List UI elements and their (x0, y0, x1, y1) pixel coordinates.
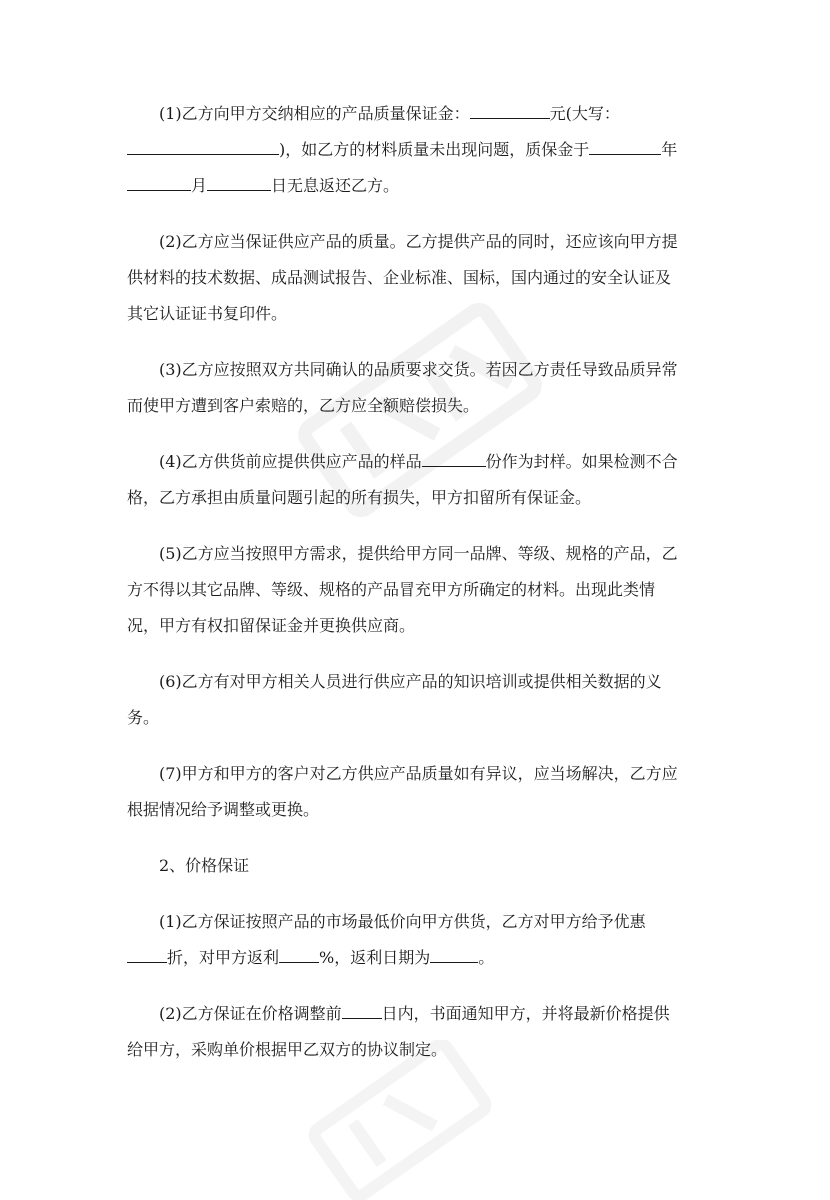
text-line (127, 1032, 703, 1068)
text-segment: (3)乙方应按照双方共同确认的品质要求交货。若因乙方责任导致品质异常 (159, 360, 678, 379)
text-line (127, 792, 703, 828)
text-line (127, 756, 703, 792)
clause-paragraph (127, 352, 703, 424)
text-segment: (5)乙方应当按照甲方需求，提供给甲方同一品牌、等级、规格的产品，乙 (159, 544, 678, 563)
text-segment: 务。 (127, 708, 160, 727)
clause-paragraph (127, 224, 703, 332)
text-segment: 份作为封样。如果检测不合 (485, 452, 678, 471)
text-line (127, 572, 703, 608)
text-line (127, 700, 703, 736)
text-segment: 其它认证证书复印件。 (127, 304, 288, 323)
price-clause-paragraph (127, 996, 703, 1068)
text-segment: 格，乙方承担由质量问题引起的所有损失，甲方扣留所有保证金。 (127, 488, 592, 507)
text-line (127, 444, 703, 480)
text-line (127, 296, 703, 332)
text-segment: )，如乙方的材料质量未出现问题，质保金于 (279, 140, 590, 159)
text-segment: (2)乙方应当保证供应产品的质量。乙方提供产品的同时，还应该向甲方提 (159, 232, 678, 251)
text-segment: 日无息返还乙方。 (271, 176, 400, 195)
text-line (127, 352, 703, 388)
clause-paragraph (127, 444, 703, 516)
text-segment: (2)乙方保证在价格调整前 (159, 1004, 342, 1023)
fill-in-blank (342, 1002, 382, 1019)
fill-in-blank (470, 102, 550, 119)
text-segment: 而使甲方遭到客户索赔的，乙方应全额赔偿损失。 (127, 396, 480, 415)
text-line (127, 664, 703, 700)
text-segment: 日内，书面通知甲方，并将最新价格提供 (381, 1004, 670, 1023)
document-body (127, 96, 703, 1088)
section-heading: 2、价格保证 (159, 856, 250, 875)
text-segment: 根据情况给予调整或更换。 (127, 800, 320, 819)
fill-in-blank (127, 946, 167, 963)
text-line (127, 224, 703, 260)
text-segment: (4)乙方供货前应提供供应产品的样品 (159, 452, 422, 471)
fill-in-blank (127, 138, 279, 155)
text-line (127, 996, 703, 1032)
clause-paragraph (127, 96, 703, 204)
text-line (127, 260, 703, 296)
text-segment: 。 (478, 948, 495, 967)
text-line (127, 388, 703, 424)
fill-in-blank (422, 450, 486, 467)
fill-in-blank (430, 946, 478, 963)
text-segment: 况，甲方有权扣留保证金并更换供应商。 (127, 616, 416, 635)
text-segment: 给甲方，采购单价根据甲乙双方的协议制定。 (127, 1040, 448, 1059)
clause-paragraph (127, 536, 703, 644)
text-line (127, 132, 703, 168)
clause-paragraph (127, 664, 703, 736)
fill-in-blank (207, 174, 271, 191)
text-line (127, 96, 703, 132)
text-segment: 月 (191, 176, 208, 195)
fill-in-blank (127, 174, 191, 191)
fill-in-blank (589, 138, 661, 155)
text-segment: 年 (661, 140, 678, 159)
text-segment: %，返利日期为 (319, 948, 431, 967)
text-segment: 元(大写： (549, 104, 620, 123)
text-line (127, 940, 703, 976)
text-segment: (7)甲方和甲方的客户对乙方供应产品质量如有异议，应当场解决，乙方应 (159, 764, 678, 783)
text-segment: 供材料的技术数据、成品测试报告、企业标准、国标，国内通过的安全认证及 (127, 268, 672, 287)
text-line (127, 904, 703, 940)
text-segment: (6)乙方有对甲方相关人员进行供应产品的知识培训或提供相关数据的义 (159, 672, 662, 691)
text-line (127, 168, 703, 204)
text-line (127, 480, 703, 516)
text-segment: 折，对甲方返利 (167, 948, 280, 967)
price-clause-paragraph (127, 904, 703, 976)
text-segment: 方不得以其它品牌、等级、规格的产品冒充甲方所确定的材料。出现此类情 (127, 580, 656, 599)
text-segment: (1)乙方保证按照产品的市场最低价向甲方供货，乙方对甲方给予优惠 (159, 912, 646, 931)
text-segment: (1)乙方向甲方交纳相应的产品质量保证金： (159, 104, 470, 123)
text-line (127, 608, 703, 644)
clause-paragraph (127, 756, 703, 828)
text-line (127, 536, 703, 572)
fill-in-blank (279, 946, 319, 963)
